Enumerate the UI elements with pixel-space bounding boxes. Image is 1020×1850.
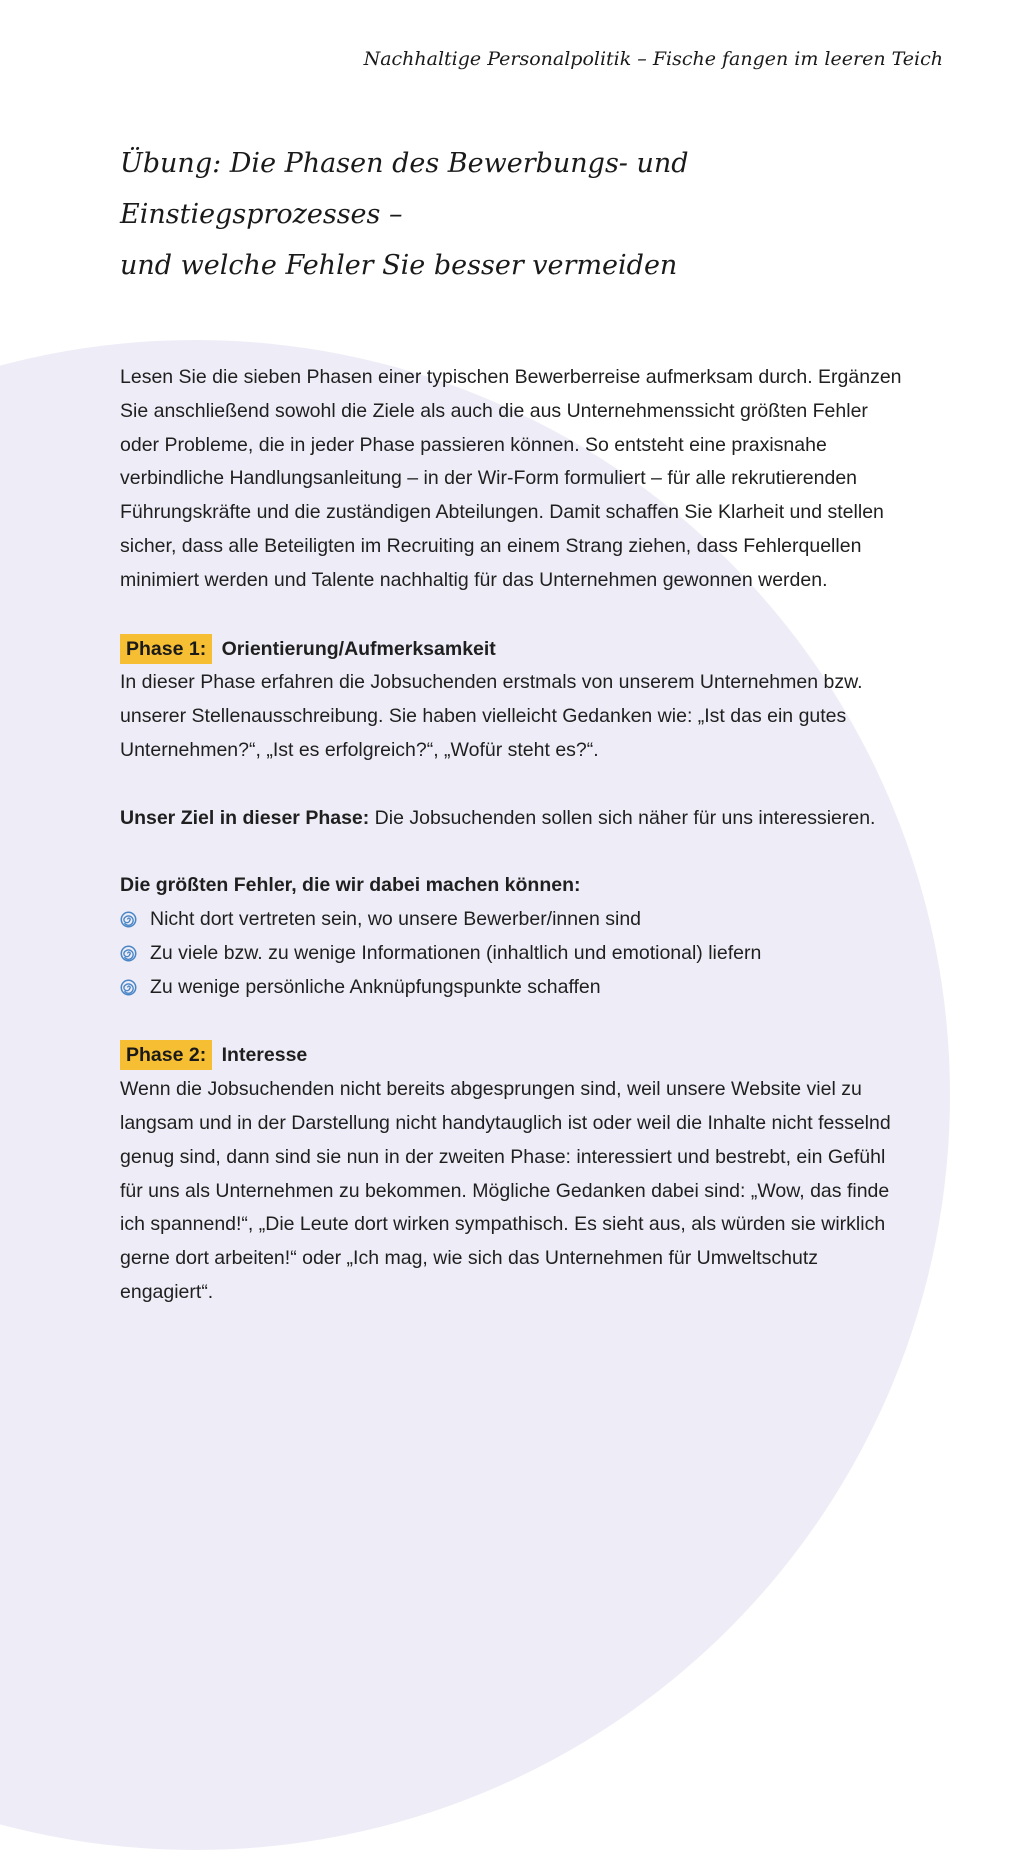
error-text: Nicht dort vertreten sein, wo unsere Bewerber/innen sind xyxy=(150,907,642,930)
list-item xyxy=(120,903,910,937)
goal-label: Unser Ziel in dieser Phase: xyxy=(120,806,370,829)
title-line-2: und welche Fehler Sie besser vermeiden xyxy=(120,250,678,281)
spiral-icon xyxy=(120,979,137,996)
intro-paragraph: Lesen Sie die sieben Phasen einer typischen Bewerberreise aufmerksam durch. Ergänzen Sie anschließend sowohl die Ziele als auch die aus Unternehmenssicht größten Fehler oder Probleme, die in jeder Phase passieren können. So entsteht eine praxisnahe verbindliche Handlungsanleitung – in der Wir-Form formuliert – für alle rekrutierenden Führungskräfte und die zuständigen Abteilungen. Damit schaffen Sie Klarheit und stellen sicher, dass alle Beteiligten im Recruiting an einem Strang ziehen, dass Fehlerquellen minimiert werden und Talente nachhaltig für das Unternehmen gewonnen werden. xyxy=(120,366,902,591)
error-text: Zu wenige persönliche Anknüpfungspunkte schaffen xyxy=(150,975,601,998)
phase-1-title: Orientierung/Aufmerksamkeit xyxy=(221,637,496,660)
phase-2-heading xyxy=(120,1039,910,1073)
errors-heading: Die größten Fehler, die wir dabei machen können: xyxy=(120,874,581,897)
phase-1-goal xyxy=(120,802,910,836)
exercise-title xyxy=(120,138,910,291)
phase-2-title: Interesse xyxy=(221,1044,308,1067)
spiral-icon xyxy=(120,911,137,928)
phase-2-description: Wenn die Jobsuchenden nicht bereits abgesprungen sind, weil unsere Website viel zu langsam und in der Darstellung nicht handytauglich ist oder weil die Inhalte nicht fesselnd genug sind, dann sind sie nun in der zweiten Phase: interessiert und bestrebt, ein Gefühl für uns als Unternehmen zu bekommen. Mögliche Gedanken dabei sind: „Wow, das finde ich spannend!“, „Die Leute dort wirken sympathisch. Es sieht aus, als würden sie wirklich gerne dort arbeiten!“ oder „Ich mag, wie sich das Unternehmen für Umweltschutz engagiert“. xyxy=(120,1078,891,1303)
list-item xyxy=(120,971,910,1005)
page-content xyxy=(120,138,910,1310)
running-header: Nachhaltige Personalpolitik – Fische fangen im leeren Teich xyxy=(363,48,943,70)
phase-1-badge: Phase 1: xyxy=(120,634,212,664)
error-text: Zu viele bzw. zu wenige Informationen (inhaltlich und emotional) liefern xyxy=(150,941,762,964)
title-line-1: Übung: Die Phasen des Bewerbungs- und Einstiegsprozesses – xyxy=(120,148,689,230)
list-item xyxy=(120,937,910,971)
errors-list xyxy=(120,903,910,1004)
spiral-icon xyxy=(120,945,137,962)
phase-2-badge: Phase 2: xyxy=(120,1040,212,1070)
phase-1-description: In dieser Phase erfahren die Jobsuchenden erstmals von unserem Unternehmen bzw. unserer Stellenausschreibung. Sie haben vielleicht Gedanken wie: „Ist das ein gutes Unternehmen?“, „Ist es erfolgreich?“, „Wofür steht es?“. xyxy=(120,671,863,761)
goal-text: Die Jobsuchenden sollen sich näher für uns interessieren. xyxy=(369,806,876,829)
phase-1-heading xyxy=(120,633,910,667)
